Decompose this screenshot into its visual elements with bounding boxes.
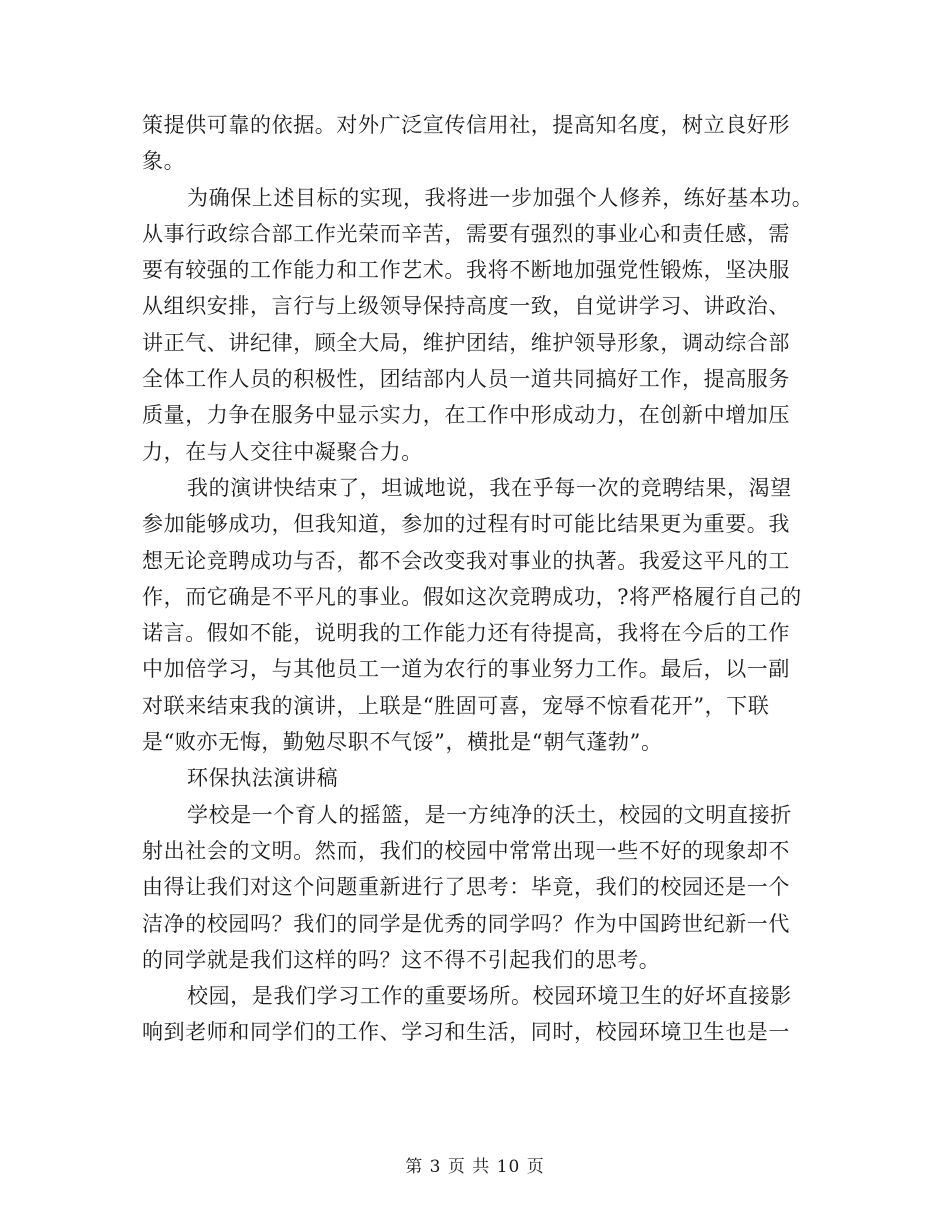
text-line: 校园，是我们学习工作的重要场所。校园环境卫生的好坏直接影: [187, 984, 792, 1009]
document-body: [142, 107, 822, 1051]
text-line: 对联来结束我的演讲，上联是“胜固可喜，宠辱不惊看花开”，下联: [142, 693, 770, 718]
text-line: 诺言。假如不能，说明我的工作能力还有待提高，我将在今后的工作: [142, 621, 790, 646]
text-line: 中加倍学习，与其他员工一道为农行的事业努力工作。最后，以一副: [142, 657, 790, 682]
text-line: 讲正气、讲纪律，顾全大局，维护团结，维护领导形象，调动综合部: [142, 330, 790, 355]
text-line: 参加能够成功，但我知道，参加的过程有时可能比结果更为重要。我: [142, 512, 790, 537]
text-line: 作，而它确是不平凡的事业。假如这次竞聘成功，?将严格履行自己的: [142, 584, 802, 609]
text-line: 射出社会的文明。然而，我们的校园中常常出现一些不好的现象却不: [142, 838, 790, 863]
text-line: 要有较强的工作能力和工作艺术。我将不断地加强党性锻炼，坚决服: [142, 258, 790, 283]
text-line: 力，在与人交往中凝聚合力。: [142, 439, 423, 464]
text-line: 质量，力争在服务中显示实力，在工作中形成动力，在创新中增加压: [142, 403, 790, 428]
text-line: 环保执法演讲稿: [187, 766, 339, 791]
text-line: 学校是一个育人的摇篮，是一方纯净的沃土，校园的文明直接折: [187, 802, 792, 827]
text-line: 是“败亦无悔，勤勉尽职不气馁”，横批是“朝气蓬勃”。: [142, 730, 663, 755]
page-number-footer: 第 3 页 共 10 页: [405, 1157, 545, 1177]
text-line: 由得让我们对这个问题重新进行了思考：毕竟，我们的校园还是一个: [142, 875, 790, 900]
text-line: 策提供可靠的依据。对外广泛宣传信用社，提高知名度，树立良好形: [142, 113, 790, 137]
text-line: 想无论竞聘成功与否，都不会改变我对事业的执著。我爱这平凡的工: [142, 548, 790, 573]
text-line: 的同学就是我们这样的吗？这不得不引起我们的思考。: [142, 947, 661, 972]
text-line: 从事行政综合部工作光荣而辛苦，需要有强烈的事业心和责任感，需: [142, 221, 790, 246]
text-line: 洁净的校园吗？我们的同学是优秀的同学吗？作为中国跨世纪新一代: [142, 911, 790, 936]
text-line: 象。: [142, 149, 186, 174]
text-line: 从组织安排，言行与上级领导保持高度一致，自觉讲学习、讲政治、: [142, 294, 790, 319]
text-line: 响到老师和同学们的工作、学习和生活，同时，校园环境卫生也是一: [142, 1020, 790, 1045]
text-line: 为确保上述目标的实现，我将进一步加强个人修养，练好基本功。: [187, 185, 814, 210]
text-line: 全体工作人员的积极性，团结部内人员一道共同搞好工作，提高服务: [142, 367, 790, 392]
text-line: 我的演讲快结束了，坦诚地说，我在乎每一次的竞聘结果，渴望: [187, 475, 792, 500]
